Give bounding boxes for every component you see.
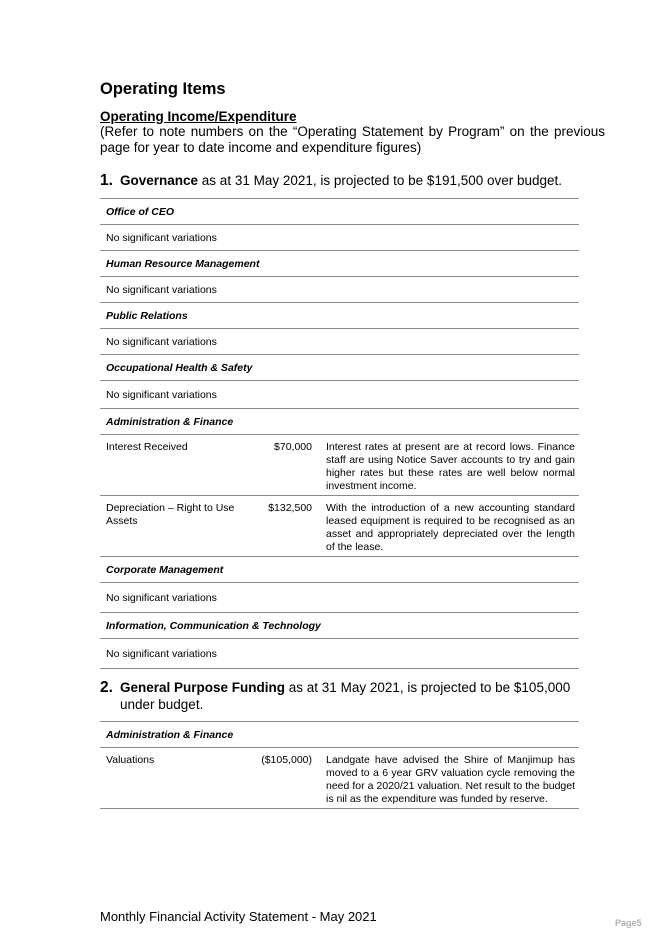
row-comment: With the introduction of a new accounting standard leased equipment is required to be recognised as an asset and appropriately depreciated over the length of the lease.: [326, 502, 575, 553]
footer-title: Monthly Financial Activity Statement - May 2021: [100, 909, 377, 924]
no-variation-text: No significant variations: [106, 231, 217, 244]
no-variation-text: No significant variations: [106, 283, 217, 296]
row-comment: Interest rates at present are at record lows. Finance staff are using Notice Saver accounts to try and gain higher rates but these rates are well below normal investment income.: [326, 441, 575, 492]
row-comment: Landgate have advised the Shire of Manjimup has moved to a 6 year GRV valuation cycle removing the need for a 2020/21 valuation. Net result to the budget is nil as the expenditure was funded by reserve.: [316, 748, 579, 809]
no-variation-text: No significant variations: [106, 335, 217, 348]
no-variation-text: No significant variations: [106, 591, 217, 604]
office-ceo-heading: Office of CEO: [100, 199, 579, 225]
governance-table: [100, 198, 579, 669]
corporate-management-heading: Corporate Management: [100, 557, 579, 583]
admin-finance-heading: Administration & Finance: [100, 409, 579, 435]
section-2-text: as at 31 May 2021, is projected to be $105,000 under budget.: [120, 680, 571, 712]
general-purpose-funding-table: [100, 721, 579, 809]
no-variation-text: No significant variations: [100, 639, 579, 669]
page-number: Page5: [615, 918, 642, 928]
section-2-program: General Purpose Funding: [120, 680, 286, 695]
section-1-heading: [100, 172, 605, 189]
row-amount: ($105,000): [252, 748, 316, 809]
public-relations-heading: Public Relations: [100, 303, 579, 329]
row-amount: $132,500: [268, 502, 312, 514]
intro-text: (Refer to note numbers on the “Operating Statement by Program” on the previous page for year to date income and expenditure figures): [100, 124, 605, 155]
hr-heading: Human Resource Management: [100, 251, 579, 277]
subheading: Operating Income/Expenditure: [100, 109, 297, 124]
table-row: [100, 496, 579, 557]
row-description: Interest Received: [106, 441, 188, 453]
section-2-number: 2.: [100, 679, 113, 696]
section-1-number: 1.: [100, 172, 113, 189]
table-row: [100, 748, 579, 809]
ict-heading: Information, Communication & Technology: [100, 613, 579, 639]
section-2-heading: [100, 679, 605, 713]
section-1-program: Governance: [120, 173, 199, 188]
row-description: Depreciation – Right to Use Assets: [106, 502, 235, 527]
table-header-row: [100, 199, 579, 225]
table-row: [100, 435, 579, 496]
page-heading: Operating Items: [100, 80, 226, 98]
row-description: Valuations: [100, 748, 252, 809]
row-amount: $70,000: [274, 441, 312, 453]
no-variation-text: No significant variations: [106, 388, 217, 401]
ohs-heading: Occupational Health & Safety: [100, 355, 579, 381]
section-1-text: as at 31 May 2021, is projected to be $191,500 over budget.: [198, 173, 563, 188]
admin-finance-heading: Administration & Finance: [100, 722, 579, 748]
